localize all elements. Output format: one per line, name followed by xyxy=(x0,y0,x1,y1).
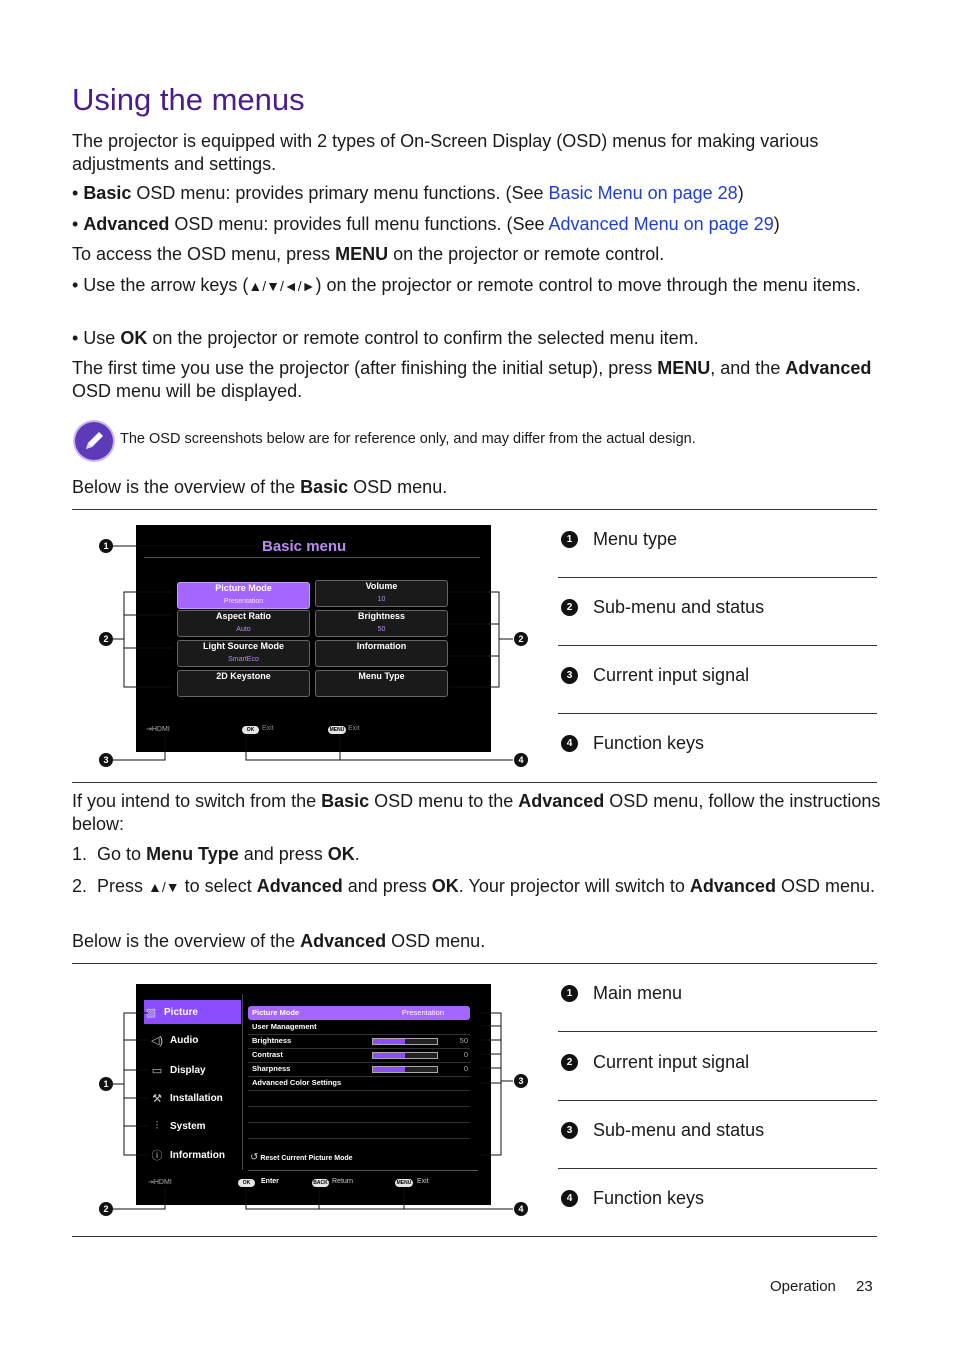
menu-label: Audio xyxy=(170,1034,199,1046)
text: to select xyxy=(179,876,257,896)
advanced-menu-link[interactable]: Advanced Menu on page 29 xyxy=(548,214,774,234)
legend-number: 2 xyxy=(561,599,578,616)
text: OSD menu. xyxy=(386,931,486,951)
menu-label: Information xyxy=(170,1149,225,1161)
callout-4: 4 xyxy=(514,1202,528,1216)
access-paragraph xyxy=(72,243,882,266)
bullet-prefix: • xyxy=(72,214,84,234)
text: If you intend to switch from the xyxy=(72,791,322,811)
button-label: 2D Keystone xyxy=(216,671,271,681)
button-label: Volume xyxy=(365,581,398,591)
divider xyxy=(558,645,877,646)
bullet-suffix: ) xyxy=(737,183,744,203)
step-1 xyxy=(72,843,882,866)
row-value: 50 xyxy=(459,1036,468,1045)
basic-legend-item-3 xyxy=(558,665,749,686)
text: OSD menu will be displayed. xyxy=(72,380,303,401)
divider xyxy=(72,963,877,964)
advanced-callout-lines xyxy=(95,990,535,1220)
bold-text: Advanced xyxy=(689,876,776,896)
button-label: Light Source Mode xyxy=(203,641,284,651)
input-arrow-icon: ⇥ xyxy=(146,726,152,733)
back-key[interactable]: BACK xyxy=(313,1180,328,1186)
text: ) on the projector or remote control to move through the menu items. xyxy=(315,275,861,295)
text: on the projector or remote control. xyxy=(388,244,665,264)
menu-key[interactable]: MENU xyxy=(396,1180,412,1186)
callout-2: 2 xyxy=(99,1202,113,1216)
menu-label: Display xyxy=(170,1064,206,1076)
text: on the projector or remote control to confirm the selected menu item. xyxy=(147,328,699,348)
bold-text: Basic xyxy=(321,791,370,811)
first-time-paragraph xyxy=(72,357,882,402)
basic-callout-lines xyxy=(95,530,535,770)
ok-key[interactable]: OK xyxy=(238,1179,255,1187)
button-value: 10 xyxy=(377,596,386,603)
ok-key[interactable]: OK xyxy=(242,726,259,734)
text: • Use xyxy=(72,328,121,348)
adv-legend-item-1 xyxy=(558,983,682,1004)
callout-3: 3 xyxy=(99,753,113,767)
legend-number: 4 xyxy=(561,1190,578,1207)
bullet-suffix: ) xyxy=(773,214,780,234)
callout-1: 1 xyxy=(99,1077,113,1091)
input-label: HDMI xyxy=(153,1179,172,1186)
legend-number: 2 xyxy=(561,1054,578,1071)
bold-text: OK xyxy=(431,876,459,896)
speaker-icon: ◁) xyxy=(150,1034,164,1047)
bullet-text: OSD menu: provides primary menu functions. (See xyxy=(131,183,549,203)
text: OSD menu. xyxy=(348,477,448,497)
picture-icon: ▨ xyxy=(145,1006,157,1019)
note-text: The OSD screenshots below are for reference only, and may differ from the actual design. xyxy=(120,431,696,447)
reset-label: Reset Current Picture Mode xyxy=(260,1155,353,1162)
callout-3: 3 xyxy=(514,1074,528,1088)
text: . xyxy=(354,844,360,864)
basic-legend-item-1 xyxy=(558,529,677,550)
text: . Your projector will switch to xyxy=(458,876,690,896)
divider xyxy=(558,1100,877,1101)
input-arrow-icon: ⇥ xyxy=(148,1179,154,1186)
divider xyxy=(558,713,877,714)
row-label: Picture Mode xyxy=(252,1008,300,1017)
text: Go to xyxy=(97,844,147,864)
button-label: Aspect Ratio xyxy=(215,611,271,621)
adv-legend-item-2 xyxy=(558,1052,749,1073)
menu-key-label: Exit xyxy=(348,725,360,732)
text: To access the OSD menu, press xyxy=(72,244,336,264)
page-title: Using the menus xyxy=(72,82,305,117)
basic-legend-item-4 xyxy=(558,733,704,754)
legend-label: Function keys xyxy=(593,733,705,753)
ok-key-label: Enter xyxy=(261,1178,279,1185)
callout-2: 2 xyxy=(514,632,528,646)
sliders-icon: ⫶ xyxy=(155,1119,159,1132)
legend-label: Current input signal xyxy=(593,1052,750,1072)
legend-label: Sub-menu and status xyxy=(593,1120,765,1140)
bullet-arrows xyxy=(72,274,882,298)
adv-legend-item-4 xyxy=(558,1188,704,1209)
button-value: Presentation xyxy=(223,598,264,605)
row-value: 0 xyxy=(463,1050,468,1059)
button-value: Auto xyxy=(236,626,251,633)
reset-icon: ↺ xyxy=(250,1152,259,1163)
callout-1: 1 xyxy=(99,539,113,553)
footer-section: Operation xyxy=(770,1278,836,1295)
row-label: Brightness xyxy=(252,1036,292,1045)
row-label: Sharpness xyxy=(252,1064,291,1073)
text: OSD menu, follow the instructions below: xyxy=(72,791,881,834)
button-label: Information xyxy=(356,641,407,651)
divider xyxy=(558,1031,877,1032)
text: and press xyxy=(238,844,328,864)
text: • Use the arrow keys ( xyxy=(72,275,249,295)
bullet-advanced xyxy=(72,213,882,236)
button-label: Brightness xyxy=(357,611,405,621)
info-icon: ⓘ xyxy=(151,1150,163,1162)
legend-number: 1 xyxy=(561,985,578,1002)
legend-label: Main menu xyxy=(593,983,683,1003)
text: OSD menu. xyxy=(775,876,875,896)
bold-text: Basic xyxy=(300,477,349,497)
legend-number: 4 xyxy=(561,735,578,752)
bullet-prefix: • xyxy=(72,183,84,203)
text: Press xyxy=(97,876,149,896)
button-value: SmartEco xyxy=(228,656,259,663)
row-label: Advanced Color Settings xyxy=(252,1078,342,1087)
text: and press xyxy=(342,876,432,896)
legend-label: Function keys xyxy=(593,1188,705,1208)
wrench-icon: ⚒ xyxy=(152,1092,162,1105)
bold-text: MENU xyxy=(335,244,389,264)
bullet-ok xyxy=(72,327,882,350)
bold-text: Advanced xyxy=(83,214,170,234)
button-label: Menu Type xyxy=(358,671,405,681)
text: Below is the overview of the xyxy=(72,931,301,951)
button-value: 50 xyxy=(377,626,386,633)
text: Below is the overview of the xyxy=(72,477,301,497)
bullet-basic xyxy=(72,182,882,205)
legend-number: 3 xyxy=(561,1122,578,1139)
bullet-text: OSD menu: provides full menu functions. (See xyxy=(169,214,549,234)
pencil-icon xyxy=(75,422,113,460)
menu-label: Picture xyxy=(164,1006,198,1018)
pencil-icon-svg xyxy=(75,422,113,460)
bold-text: Advanced xyxy=(256,876,343,896)
basic-overview-text xyxy=(72,476,882,499)
bold-text: Menu Type xyxy=(146,844,239,864)
legend-label: Menu type xyxy=(593,529,678,549)
input-label: HDMI xyxy=(151,726,170,733)
bold-text: OK xyxy=(327,844,355,864)
menu-key-label: Exit xyxy=(417,1178,429,1185)
text: OSD menu to the xyxy=(369,791,519,811)
callout-4: 4 xyxy=(514,753,528,767)
arrow-keys-glyphs: ▲/▼ xyxy=(148,879,180,895)
step-2 xyxy=(72,875,901,899)
menu-label: System xyxy=(170,1120,206,1132)
divider xyxy=(72,1236,877,1237)
ok-key-label: Exit xyxy=(262,725,274,732)
step-number: 1. xyxy=(72,844,88,864)
switch-paragraph xyxy=(72,790,882,835)
legend-number: 3 xyxy=(561,667,578,684)
divider xyxy=(558,1168,877,1169)
legend-label: Sub-menu and status xyxy=(593,597,765,617)
text: The first time you use the projector (after finishing the initial setup), press xyxy=(72,358,658,378)
bold-text: Advanced xyxy=(518,791,605,811)
button-label: Picture Mode xyxy=(215,583,272,593)
basic-menu-link[interactable]: Basic Menu on page 28 xyxy=(548,183,738,203)
legend-label: Current input signal xyxy=(593,665,750,685)
divider xyxy=(72,782,877,783)
intro-paragraph: The projector is equipped with 2 types of On-Screen Display (OSD) menus for making various adjustments and settings. xyxy=(72,131,819,174)
bold-text: Advanced xyxy=(300,931,387,951)
basic-menu-header: Basic menu xyxy=(262,538,347,555)
page-number: 23 xyxy=(856,1278,873,1295)
divider xyxy=(72,509,877,510)
text: , and the xyxy=(710,358,786,378)
arrow-keys-glyphs: ▲/▼/◄/► xyxy=(248,278,316,294)
row-value: Presentation xyxy=(401,1008,444,1017)
legend-number: 1 xyxy=(561,531,578,548)
step-number: 2. xyxy=(72,876,88,896)
back-key-label: Return xyxy=(332,1178,354,1185)
divider xyxy=(558,577,877,578)
row-label: Contrast xyxy=(252,1050,283,1059)
adv-legend-item-3 xyxy=(558,1120,764,1141)
row-value: 0 xyxy=(463,1064,468,1073)
basic-legend-item-2 xyxy=(558,597,764,618)
row-label: User Management xyxy=(252,1022,317,1031)
menu-key[interactable]: MENU xyxy=(329,727,345,733)
bold-text: Advanced xyxy=(785,358,872,378)
advanced-overview-text xyxy=(72,930,882,953)
monitor-icon: ▭ xyxy=(151,1064,163,1077)
menu-label: Installation xyxy=(170,1092,223,1104)
bold-text: MENU xyxy=(657,358,711,378)
bold-text: Basic xyxy=(83,183,132,203)
callout-2: 2 xyxy=(99,632,113,646)
bold-text: OK xyxy=(120,328,148,348)
